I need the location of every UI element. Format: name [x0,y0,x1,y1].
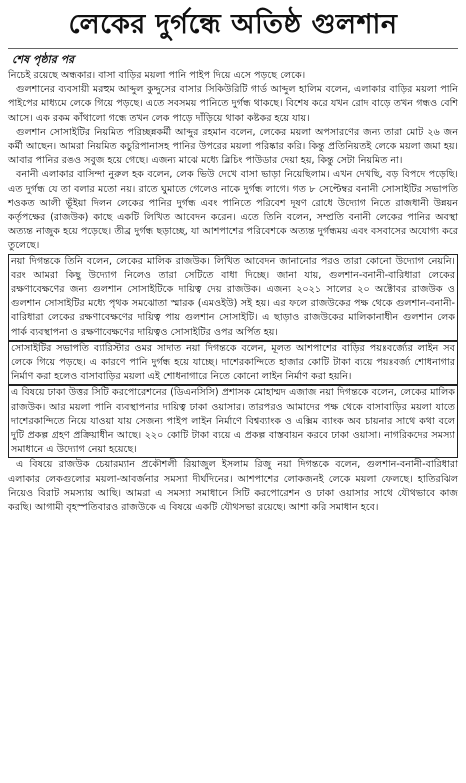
article-paragraph: বনানী এলাকার বাসিন্দা নুরুল হক বলেন, লেক ভিউ দেখে বাসা ভাড়া নিয়েছিলাম। এখন দেখছি, বড় বিপদে পড়েছি। এত দুর্গন্ধ যে তা বলার মতো নয়। রাতে ঘুমাতে গেলেও নাকে দুর্গন্ধ লাগে। গত ৮ সেপ্টেম্বর বনানী সোসাইটির সভাপতি শওকত আলী ভূঁইয়া দিলন লেকের পানির দুর্গন্ধ এবং পানিতে পরিবেশ দূষণ রোধে উদ্যোগ নিতে রাজধানী উন্নয়ন কর্তৃপক্ষের (রাজউক) কাছে একটি লিখিত আবেদন করেন। এতে তিনি বলেন, সম্প্রতি বনানী লেকের পানির অবস্থা অত্যন্ত নাজুক হয়ে পড়েছে। তীব্র দুর্গন্ধ ছড়াচ্ছে, যা আশপাশের পরিবেশকে অত্যন্ত দুর্গন্ধময় এবং বসবাসের অযোগ্য করে তুলেছে। [8,169,458,252]
continued-from-label: শেষ পৃষ্ঠার পর [12,53,75,66]
article-paragraph: নয়া দিগন্তকে তিনি বলেন, লেকের মালিক রাজউক। লিখিত আবেদন জানানোর পরও তারা কোনো উদ্যোগ নেয়নি। বরং আমরা কিছু উদ্যোগ নিলেও তারা সেটিতে বাধা দিচ্ছে। জানা যায়, গুলশান-বনানী-বারিধারা লেকের রক্ষণাবেক্ষণের জন্য গুলশান সোসাইটিকে দায়িত্ব দেয় রাজউক। এজন্য ২০২১ সালের ২০ অক্টোবর রাজউক ও গুলশান সোসাইটির মধ্যে পৃথক সমঝোতা স্মারক (এমওইউ) সই হয়। এর ফলে রাজউকের পক্ষ থেকে গুলশান-বনানী-বারিধারা লেকের রক্ষণাবেক্ষণের দায়িত্ব পায় গুলশান সোসাইটি। এ ছাড়াও রাজউকের মালিকানাধীন গুলশান লেক পার্ক ব্যবস্থাপনা ও রক্ষণাবেক্ষণের দায়িত্বও সোসাইটির ওপর অর্পিত হয়। [8,254,458,341]
article-paragraph: গুলশান সোসাইটির নিয়মিত পরিচ্ছন্নকর্মী আব্দুর রহমান বলেন, লেকের ময়লা অপসারণের জন্য তারা মোট ২৬ জন কর্মী আছেন। আমরা নিয়মিত কচুরিপানাসহ পানির উপরের ময়লা পরিষ্কার করি। কিন্তু প্রতিনিয়তই লেকে ময়লা জমা হয়। আবার পানির রঙও সবুজ হয়ে গেছে। এজন্য মাঝে মধ্যে ব্লিচিং পাউডার দেয়া হয়, কিন্তু সেটা নিয়মিত না। [8,126,458,167]
article-body [8,69,458,515]
headline-divider [8,48,458,49]
article-paragraph: এ বিষয়ে রাজউক চেয়ারম্যান প্রকৌশলী রিয়াজুল ইসলাম রিজু নয়া দিগন্তকে বলেন, গুলশান-বনানী-বারিধারা এলাকার লেকগুলোর ময়লা-আবর্জনার সমস্যা দীর্ঘদিনের। আশপাশের লোকজনই লেকে ময়লা ফেলছে। হাতিরঝিল নিয়েও বিরাট সমস্যায় আছি। আমরা এ সমস্যা সমাধানে সিটি করপোরেশন ও ঢাকা ওয়াসার সাথে যৌথভাবে কাজ করছি। আগামী বৃহস্পতিবারও রাজউকে এ বিষয়ে একটি যৌথসভা রয়েছে। আশা করি সমাধান হবে। [8,459,458,514]
article-paragraph: গুলশানের ব্যবসায়ী মরহুম আব্দুল কুদ্দুসের বাসার সিকিউরিটি গার্ড আব্দুল হালিম বলেন, এলাকার বাড়ির ময়লা পানি পাইপের মাধ্যমে লেকে গিয়ে পড়ছে। এতে সবসময় পানিতে দুর্গন্ধ থাকছে। বিশেষ করে যখন রোদ বাড়ে তখন গন্ধও বেশি আসে। এক রকম কাঁথালো গন্ধে তখন লেক পাড়ে দাঁড়িয়ে থাকা কষ্টকর হয়ে যায়। [8,84,458,124]
article-paragraph: এ বিষয়ে ঢাকা উত্তর সিটি করপোরেশনের (ডিএনসিসি) প্রশাসক মোহাম্মদ এজাজ নয়া দিগন্তকে বলেন, লেকের মালিক রাজউক। আর ময়লা পানি ব্যবস্থাপনার দায়িত্ব ঢাকা ওয়াসার। তারপরও আমাদের পক্ষ থেকে বাসাবাড়ির ময়লা যাতে দাশেরকান্দিতে নিয়ে যাওয়া যায় সেজন্য পাইপ লাইন নির্মাণে বিশ্বব্যাংক ও এক্সিম ব্যাংক অব চায়নার সাথে কথা বলে দুটি প্রকল্প গ্রহণ প্রক্রিয়াধীন আছে। ২২০ কোটি টাকা ব্যয়ে এ প্রকল্প বাস্তবায়ন করবে ঢাকা ওয়াসা। নাগরিকদের সমস্যা সমাধানে এ উদ্যোগ নেয়া হয়েছে। [8,385,458,458]
article-headline: লেকের দুর্গন্ধে অতিষ্ঠ গুলশান [68,9,398,40]
article-paragraph: সোসাইটির সভাপতি ব্যারিস্টার ওমর সাদাত নয়া দিগন্তকে বলেন, মূলত আশপাশের বাড়ির পয়ঃবর্জ্যের লাইন সব লেকে গিয়ে পড়ছে। এ কারণে পানি দুর্গন্ধ হয়ে যাচ্ছে। দাশেরকান্দিতে হাজার কোটি টাকা ব্যয়ে পয়ঃবর্জ্য শোধনাগার নির্মাণ করা হলেও বাসাবাড়ির ময়লা এই শোধনাগারে নিতে কোনো লাইন নির্মাণ করা হয়নি। [8,341,458,386]
page-bottom-edge [8,777,458,783]
article-paragraph: নিচেই রয়েছে অন্ধকার। বাসা বাড়ির ময়লা পানি পাইপ দিয়ে এসে পড়ছে লেকে। [8,70,306,81]
